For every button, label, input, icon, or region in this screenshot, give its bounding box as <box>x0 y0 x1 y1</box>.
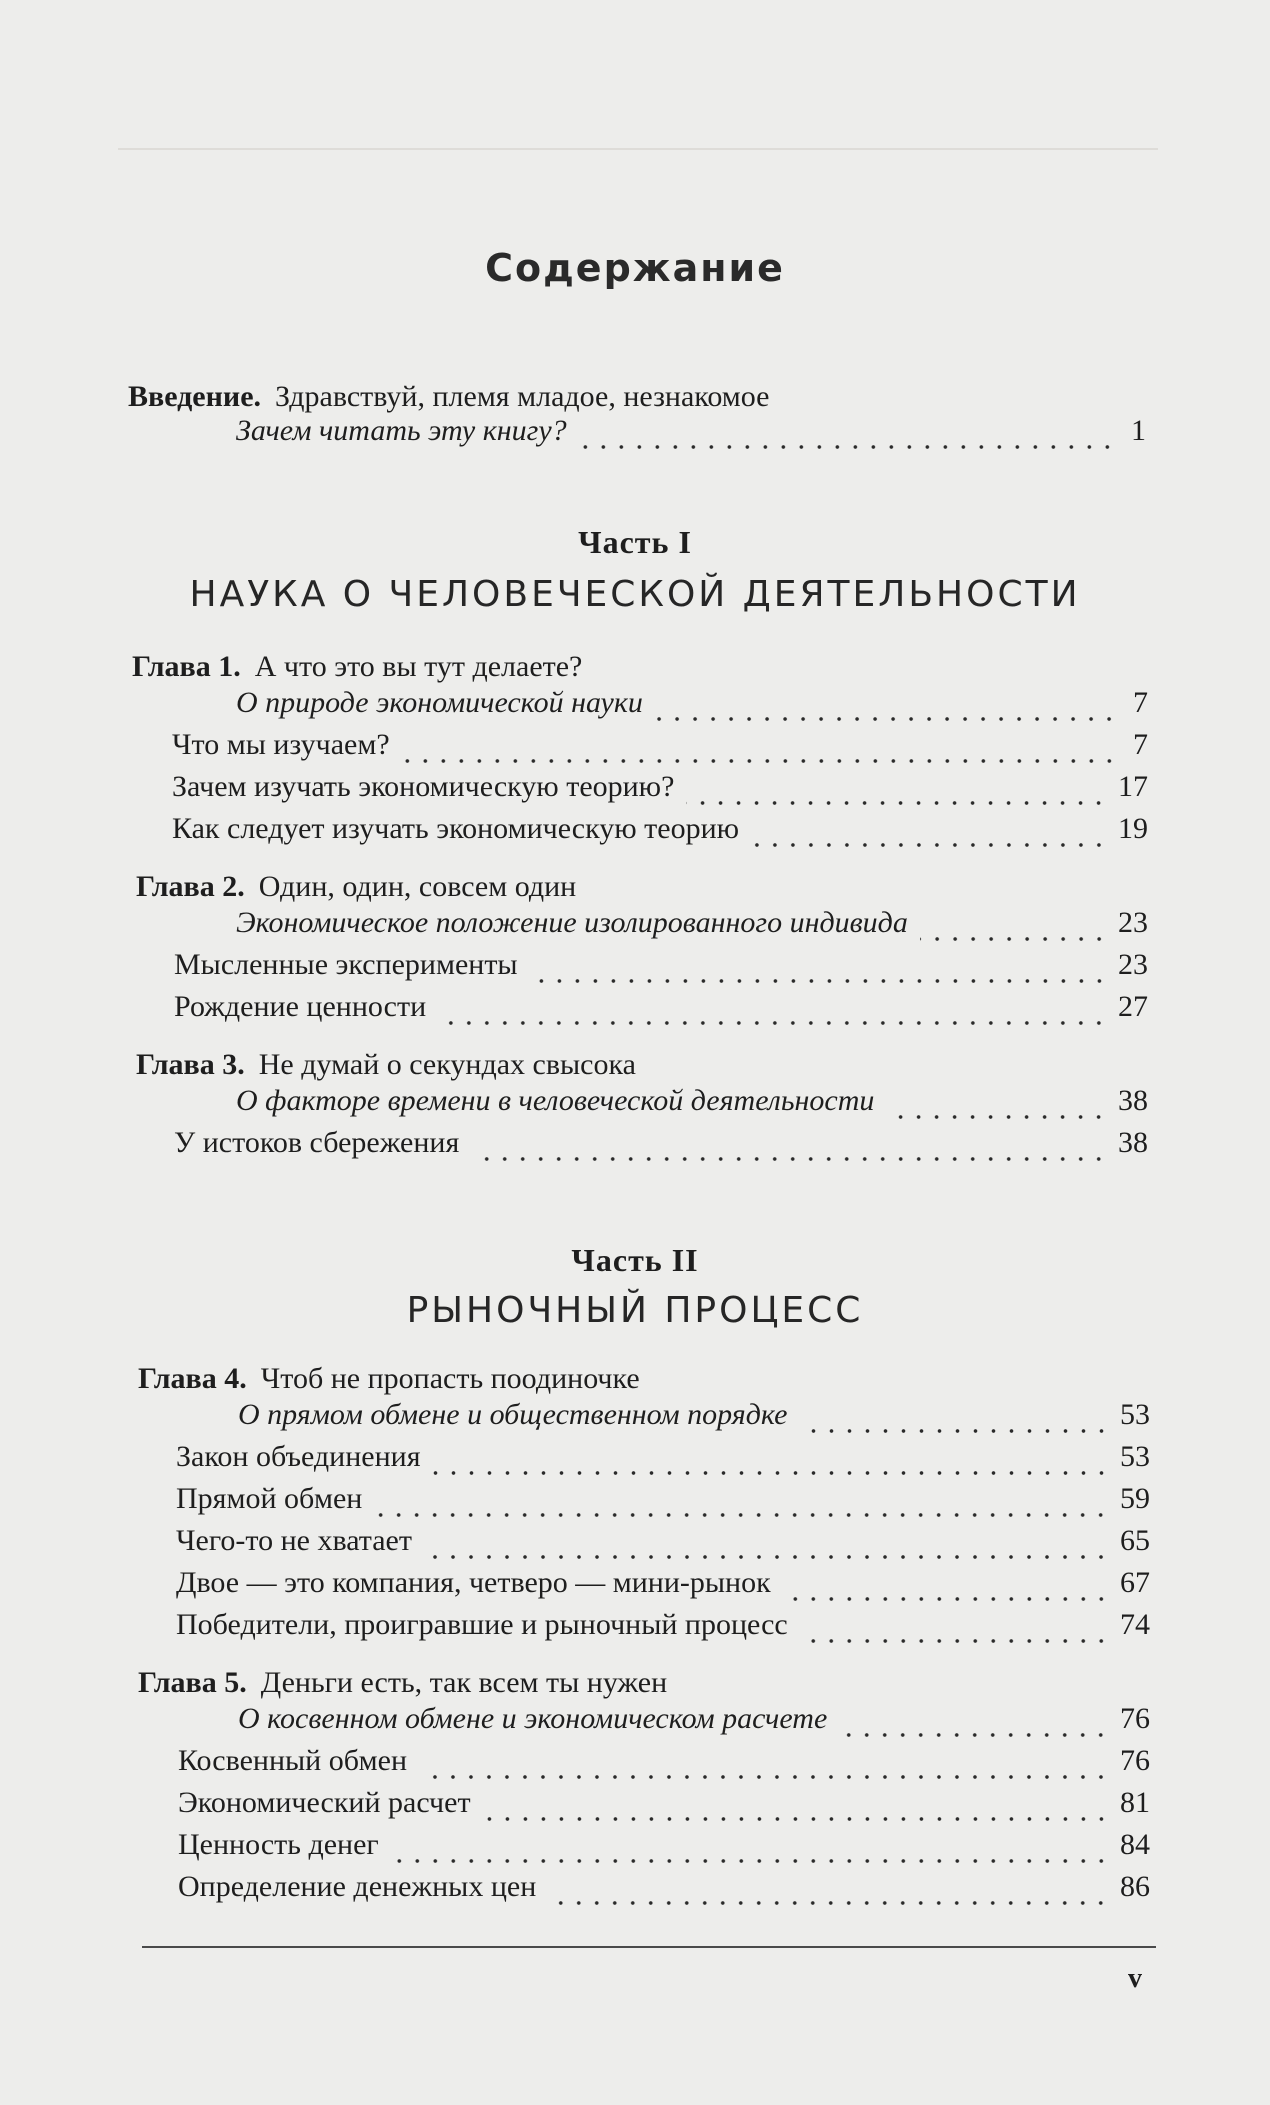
chapter-1-label: Глава 1. <box>132 650 241 683</box>
toc-section-row <box>178 1828 1150 1874</box>
section-title: Что мы изучаем? <box>172 728 390 761</box>
section-page-number: 38 <box>1118 1126 1148 1159</box>
chapter-1-title: А что это вы тут делаете? <box>254 650 583 683</box>
chapter-4-title: Чтоб не пропасть поодиночке <box>260 1362 640 1395</box>
part-1-title: НАУКА О ЧЕЛОВЕЧЕСКОЙ ДЕЯТЕЛЬНОСТИ <box>189 574 1081 615</box>
chapter-5-label: Глава 5. <box>138 1666 247 1699</box>
chapter-5-subtitle: О косвенном обмене и экономическом расчете <box>238 1702 828 1735</box>
intro-subtitle: Зачем читать эту книгу? <box>236 414 567 447</box>
leader-dots <box>438 1021 1108 1025</box>
section-page-number: 23 <box>1118 948 1148 981</box>
toc-section-row <box>176 1440 1150 1486</box>
section-title: Косвенный обмен <box>178 1744 408 1777</box>
intro-title: Здравствуй, племя младое, незнакомое <box>275 380 770 413</box>
section-title: Мысленные эксперименты <box>174 948 518 981</box>
section-page-number: 27 <box>1118 990 1148 1023</box>
toc-section-row <box>176 1524 1150 1570</box>
chapter-3-subtitle: О факторе времени в человеческой деятельности <box>236 1084 875 1117</box>
leader-dots <box>548 1901 1110 1905</box>
toc-section-row <box>176 1482 1150 1528</box>
page-title: Содержание <box>485 246 785 290</box>
leader-dots <box>839 1733 1110 1737</box>
section-page-number: 17 <box>1118 770 1148 803</box>
chapter-2-label: Глава 2. <box>136 870 245 903</box>
chapter-2-subtitle: Экономическое положение изолированного индивида <box>236 906 908 939</box>
leader-dots <box>402 759 1118 763</box>
section-title: Рождение ценности <box>174 990 427 1023</box>
chapter-2-title: Один, один, совсем один <box>258 870 577 903</box>
leader-dots <box>419 1775 1110 1779</box>
chapter-1-subtitle-row <box>236 686 1148 732</box>
leader-dots <box>800 1639 1110 1643</box>
section-title: Определение денежных цен <box>178 1870 537 1903</box>
section-title: Прямой обмен <box>176 1482 363 1515</box>
leader-dots <box>530 979 1108 983</box>
section-title: Зачем изучать экономическую теорию? <box>172 770 675 803</box>
toc-section-row <box>178 1786 1150 1832</box>
toc-section-row <box>174 948 1148 994</box>
toc-section-row <box>172 812 1148 858</box>
section-page-number: 7 <box>1133 728 1148 761</box>
chapter-4-page-number: 53 <box>1120 1398 1150 1431</box>
leader-dots <box>471 1157 1108 1161</box>
section-page-number: 53 <box>1120 1440 1150 1473</box>
section-page-number: 74 <box>1120 1608 1150 1641</box>
section-title: Как следует изучать экономическую теорию <box>172 812 740 845</box>
section-page-number: 65 <box>1120 1524 1150 1557</box>
section-page-number: 76 <box>1120 1744 1150 1777</box>
section-page-number: 59 <box>1120 1482 1150 1515</box>
chapter-2-page-number: 23 <box>1118 906 1148 939</box>
chapter-3-subtitle-row <box>236 1084 1148 1130</box>
section-page-number: 67 <box>1120 1566 1150 1599</box>
leader-dots <box>391 1859 1110 1863</box>
section-page-number: 81 <box>1120 1786 1150 1819</box>
leader-dots <box>579 445 1116 449</box>
chapter-4-label: Глава 4. <box>138 1362 247 1395</box>
toc-intro-subtitle-row <box>236 414 1146 460</box>
intro-label: Введение. <box>128 380 262 413</box>
part-1-number: Часть I <box>578 524 692 560</box>
leader-dots <box>920 937 1108 941</box>
chapter-1-subtitle: О природе экономической науки <box>236 686 643 719</box>
section-title: Победители, проигравшие и рыночный процесс <box>176 1608 788 1641</box>
leader-dots <box>424 1555 1110 1559</box>
toc-section-row <box>174 1126 1148 1172</box>
toc-section-row <box>172 728 1148 774</box>
chapter-2-subtitle-row <box>236 906 1148 952</box>
leader-dots <box>783 1597 1110 1601</box>
toc-section-row <box>178 1744 1150 1790</box>
chapter-4-subtitle: О прямом обмене и общественном порядке <box>238 1398 788 1431</box>
section-title: Ценность денег <box>178 1828 379 1861</box>
leader-dots <box>886 1115 1108 1119</box>
chapter-3-page-number: 38 <box>1118 1084 1148 1117</box>
part-2-title: РЫНОЧНЫЙ ПРОЦЕСС <box>406 1290 864 1331</box>
section-title: Чего-то не хватает <box>176 1524 412 1557</box>
chapter-1-page-number: 7 <box>1133 686 1148 719</box>
toc-section-row <box>178 1870 1150 1916</box>
leader-dots <box>686 801 1108 805</box>
section-page-number: 86 <box>1120 1870 1150 1903</box>
chapter-4-subtitle-row <box>238 1398 1150 1444</box>
section-title: Двое — это компания, четверо — мини-рынок <box>176 1566 771 1599</box>
leader-dots <box>483 1817 1110 1821</box>
section-title: Закон объединения <box>176 1440 421 1473</box>
section-title: Экономический расчет <box>178 1786 471 1819</box>
bleed-through-rule <box>118 148 1158 150</box>
chapter-3-title: Не думай о секундах свысока <box>258 1048 636 1081</box>
toc-section-row <box>174 990 1148 1036</box>
toc-section-row <box>172 770 1148 816</box>
leader-dots <box>800 1429 1111 1433</box>
intro-page-number: 1 <box>1131 414 1146 447</box>
chapter-3-label: Глава 3. <box>136 1048 245 1081</box>
chapter-5-subtitle-row <box>238 1702 1150 1748</box>
section-page-number: 84 <box>1120 1828 1150 1861</box>
chapter-5-title: Деньги есть, так всем ты нужен <box>260 1666 668 1699</box>
part-2-number: Часть II <box>571 1242 699 1278</box>
footer-rule <box>142 1946 1156 1948</box>
leader-dots <box>374 1513 1110 1517</box>
toc-section-row <box>176 1566 1150 1612</box>
chapter-5-page-number: 76 <box>1120 1702 1150 1735</box>
page-folio: v <box>1128 1963 1142 1994</box>
leader-dots <box>655 717 1118 721</box>
section-title: У истоков сбережения <box>174 1126 460 1159</box>
leader-dots <box>751 843 1108 847</box>
leader-dots <box>433 1471 1111 1475</box>
section-page-number: 19 <box>1118 812 1148 845</box>
toc-section-row <box>176 1608 1150 1654</box>
